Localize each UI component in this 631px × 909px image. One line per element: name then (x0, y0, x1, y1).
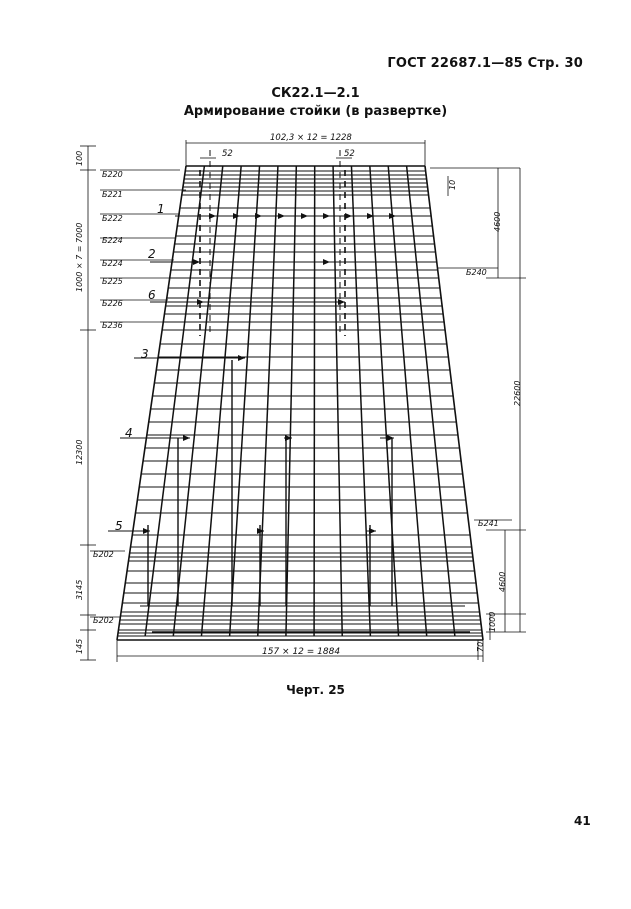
dim-right-1000: 1000 (488, 611, 497, 632)
position-3: 3 (141, 347, 149, 361)
dim-left-bottom: 145 (75, 638, 84, 654)
position-1-arrow (278, 213, 285, 219)
position-5: 5 (115, 519, 123, 533)
figure-caption: Черт. 25 (286, 683, 345, 697)
position-1-arrow (323, 213, 330, 219)
label-b202b: Б202 (93, 616, 114, 625)
position-4-arrow (183, 435, 190, 441)
position-5-arrow (143, 528, 150, 534)
dim-right-4600-bottom: 4600 (498, 571, 507, 592)
label-b226: Б226 (102, 299, 123, 308)
position-6-arrow (338, 299, 345, 305)
drawing-subtitle: Армирование стойки (в развертке) (183, 104, 448, 119)
outline-left (117, 166, 186, 640)
label-b224a: Б224 (102, 236, 123, 245)
label-b220: Б220 (102, 170, 123, 179)
position-1-arrow (345, 213, 352, 219)
position-1: 1 (157, 202, 165, 216)
page-number: 41 (574, 814, 591, 828)
label-b221: Б221 (102, 190, 123, 199)
dim-top-width: 102,3 × 12 = 1228 (270, 133, 352, 143)
label-b224b: Б224 (102, 259, 123, 268)
position-1-arrow (209, 213, 216, 219)
label-b225: Б225 (102, 277, 123, 286)
position-2: 2 (148, 247, 156, 261)
position-1-arrow (301, 213, 308, 219)
position-2-arrow (323, 259, 330, 265)
position-3-arrow (238, 355, 245, 361)
document-header: ГОСТ 22687.1—85 Стр. 30 (387, 56, 583, 71)
dim-left-upper: 1000 × 7 = 7000 (75, 222, 84, 292)
label-b241: Б241 (478, 519, 499, 528)
drawing-title: СК22.1—2.1 (271, 86, 360, 101)
dim-left-middle: 12300 (75, 439, 84, 465)
label-b222: Б222 (102, 214, 123, 223)
position-6: 6 (148, 288, 156, 302)
dim-bottom-width: 157 × 12 = 1884 (262, 647, 341, 657)
label-b236: Б236 (102, 321, 123, 330)
dim-right-22600: 22600 (513, 380, 522, 406)
dim-right-70: 70 (476, 641, 485, 652)
position-4-arrow (387, 435, 394, 441)
label-b202a: Б202 (93, 550, 114, 559)
dim-offset-right: 52 (344, 149, 355, 159)
dim-left-lower: 3145 (75, 579, 84, 600)
dim-offset-left: 52 (222, 149, 233, 159)
outline-right (425, 166, 483, 640)
position-1-arrow (255, 213, 262, 219)
dim-right-10: 10 (448, 179, 457, 190)
position-4: 4 (125, 426, 133, 440)
position-2-arrow (193, 259, 200, 265)
dim-left-top: 100 (75, 150, 84, 166)
label-b240: Б240 (466, 268, 487, 277)
dim-right-4600-top: 4600 (493, 211, 502, 232)
